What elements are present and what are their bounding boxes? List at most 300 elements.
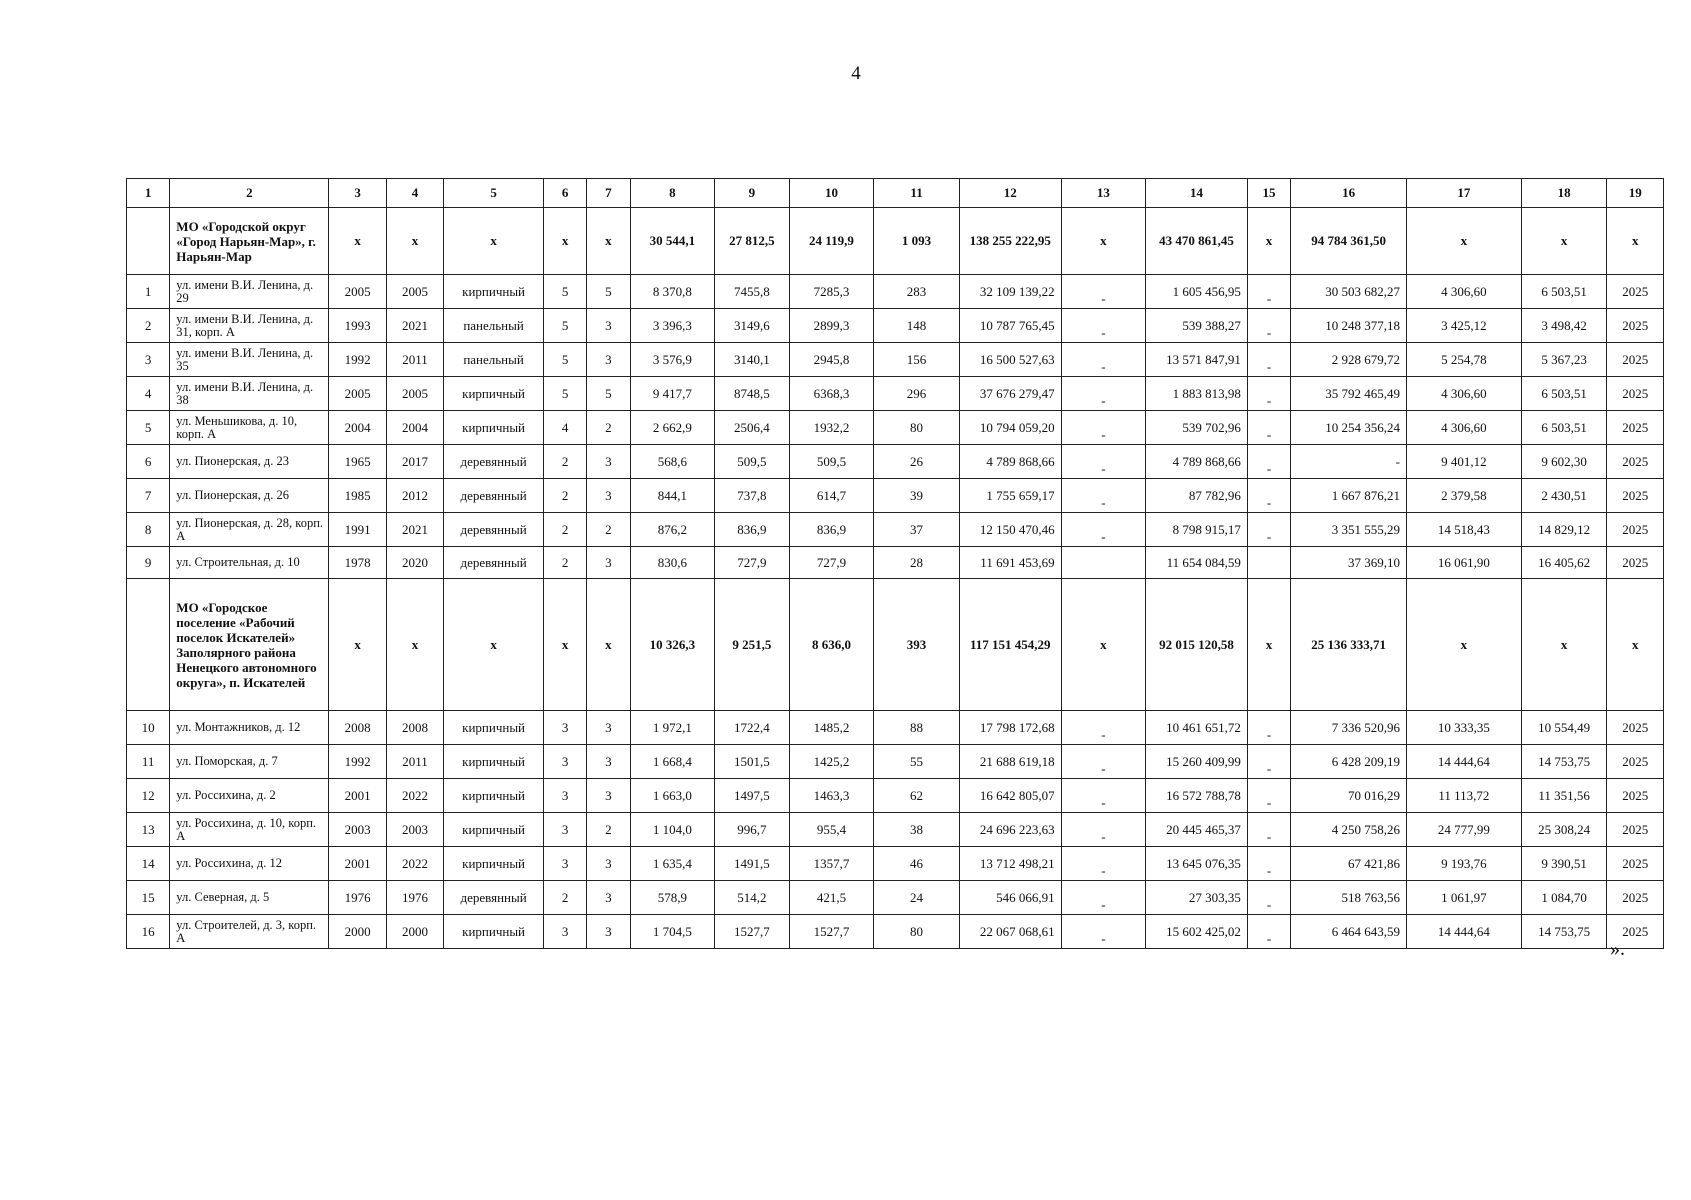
column-number: 19: [1607, 179, 1664, 208]
table-cell: 2: [543, 547, 586, 579]
table-cell: 62: [874, 779, 960, 813]
table-cell: 539 702,96: [1146, 411, 1248, 445]
table-cell: -: [1247, 479, 1290, 513]
table-cell: 2506,4: [715, 411, 790, 445]
table-cell: -: [1247, 411, 1290, 445]
table-cell: 4 250 758,26: [1291, 813, 1407, 847]
table-cell: 1991: [329, 513, 386, 547]
table-cell: -: [1247, 915, 1290, 949]
table-cell: 2000: [386, 915, 443, 949]
table-cell: х: [444, 208, 544, 275]
table-cell: 2 430,51: [1521, 479, 1607, 513]
table-row: [127, 309, 1664, 343]
table-cell: 3 396,3: [630, 309, 715, 343]
table-cell: кирпичный: [444, 813, 544, 847]
table-cell: х: [543, 208, 586, 275]
table-cell: х: [1061, 579, 1146, 711]
table-cell: -: [1061, 847, 1146, 881]
table-cell: х: [386, 579, 443, 711]
table-cell: 1992: [329, 343, 386, 377]
column-number: 1: [127, 179, 170, 208]
table-cell: [127, 579, 170, 711]
table-cell: 2025: [1607, 847, 1664, 881]
table-cell: 3: [543, 779, 586, 813]
table-cell: 830,6: [630, 547, 715, 579]
table-cell: х: [1247, 208, 1290, 275]
table-cell: 13 571 847,91: [1146, 343, 1248, 377]
column-number: 5: [444, 179, 544, 208]
table-cell: 5: [127, 411, 170, 445]
table-cell: 6 503,51: [1521, 411, 1607, 445]
table-cell: 1 704,5: [630, 915, 715, 949]
table-cell: 1491,5: [715, 847, 790, 881]
table-cell: 2022: [386, 847, 443, 881]
table-cell: 16: [127, 915, 170, 949]
column-number: 10: [789, 179, 874, 208]
housing-register-table: [126, 178, 1664, 949]
table-cell: 14 444,64: [1407, 745, 1522, 779]
table-cell: 9 251,5: [715, 579, 790, 711]
table-cell: 14: [127, 847, 170, 881]
table-cell: 11 654 084,59: [1146, 547, 1248, 579]
table-cell: деревянный: [444, 479, 544, 513]
table-cell: -: [1061, 275, 1146, 309]
table-cell: 26: [874, 445, 960, 479]
column-number: 17: [1407, 179, 1522, 208]
table-cell: кирпичный: [444, 745, 544, 779]
table-cell: кирпичный: [444, 377, 544, 411]
table-cell: 13 712 498,21: [959, 847, 1061, 881]
table-cell: 5: [543, 309, 586, 343]
table-cell: 2 379,58: [1407, 479, 1522, 513]
column-number: 8: [630, 179, 715, 208]
table-cell: 3 576,9: [630, 343, 715, 377]
table-cell: 5: [543, 343, 586, 377]
table-cell: 2025: [1607, 411, 1664, 445]
table-cell: -: [1291, 445, 1407, 479]
address-cell: ул. Россихина, д. 12: [170, 847, 329, 881]
table-cell: -: [1247, 445, 1290, 479]
column-number: 14: [1146, 179, 1248, 208]
table-cell: х: [444, 579, 544, 711]
table-cell: 3: [587, 779, 630, 813]
table-cell: х: [329, 208, 386, 275]
table-cell: 10 254 356,24: [1291, 411, 1407, 445]
table-cell: 13: [127, 813, 170, 847]
municipality-row: [127, 208, 1664, 275]
column-number-row: [127, 179, 1664, 208]
table-cell: 2025: [1607, 711, 1664, 745]
table-cell: 2021: [386, 309, 443, 343]
table-cell: 39: [874, 479, 960, 513]
table-cell: 35 792 465,49: [1291, 377, 1407, 411]
table-cell: -: [1247, 813, 1290, 847]
table-cell: 2025: [1607, 813, 1664, 847]
table-cell: 10 248 377,18: [1291, 309, 1407, 343]
column-number: 11: [874, 179, 960, 208]
table-cell: 578,9: [630, 881, 715, 915]
table-cell: 296: [874, 377, 960, 411]
table-cell: 3: [543, 711, 586, 745]
column-number: 9: [715, 179, 790, 208]
table-cell: 8 370,8: [630, 275, 715, 309]
table-cell: 8 636,0: [789, 579, 874, 711]
table-cell: 9 401,12: [1407, 445, 1522, 479]
table-row: [127, 343, 1664, 377]
table-cell: 3: [587, 309, 630, 343]
table-cell: 3149,6: [715, 309, 790, 343]
table-cell: 24 777,99: [1407, 813, 1522, 847]
table-cell: 32 109 139,22: [959, 275, 1061, 309]
table-cell: 2025: [1607, 377, 1664, 411]
table-cell: 4: [543, 411, 586, 445]
table-cell: 2003: [386, 813, 443, 847]
table-cell: х: [543, 579, 586, 711]
table-cell: 38: [874, 813, 960, 847]
table-cell: 1 883 813,98: [1146, 377, 1248, 411]
table-cell: 13 645 076,35: [1146, 847, 1248, 881]
table-cell: 2: [587, 513, 630, 547]
table-cell: 1 104,0: [630, 813, 715, 847]
address-cell: ул. Россихина, д. 2: [170, 779, 329, 813]
table-cell: 2005: [386, 377, 443, 411]
table-cell: 4 789 868,66: [1146, 445, 1248, 479]
table-cell: [1247, 547, 1290, 579]
table-cell: 88: [874, 711, 960, 745]
table-cell: 37 369,10: [1291, 547, 1407, 579]
column-number: 2: [170, 179, 329, 208]
table-cell: 2020: [386, 547, 443, 579]
table-cell: 138 255 222,95: [959, 208, 1061, 275]
table-cell: 5: [543, 275, 586, 309]
address-cell: ул. Россихина, д. 10, корп. А: [170, 813, 329, 847]
table-cell: 2 662,9: [630, 411, 715, 445]
table-cell: 3: [587, 915, 630, 949]
table-cell: 1 061,97: [1407, 881, 1522, 915]
table-cell: 10 787 765,45: [959, 309, 1061, 343]
table-cell: 6368,3: [789, 377, 874, 411]
table-cell: 1978: [329, 547, 386, 579]
table-cell: панельный: [444, 309, 544, 343]
table-cell: 2025: [1607, 779, 1664, 813]
table-cell: 3 351 555,29: [1291, 513, 1407, 547]
table-cell: 1 755 659,17: [959, 479, 1061, 513]
table-cell: 46: [874, 847, 960, 881]
table-cell: 3: [127, 343, 170, 377]
table-cell: 16 061,90: [1407, 547, 1522, 579]
table-cell: 14 444,64: [1407, 915, 1522, 949]
table-cell: 2: [543, 479, 586, 513]
table-cell: 70 016,29: [1291, 779, 1407, 813]
column-number: 12: [959, 179, 1061, 208]
table-cell: 2025: [1607, 309, 1664, 343]
table-cell: 6 428 209,19: [1291, 745, 1407, 779]
table-cell: -: [1247, 847, 1290, 881]
table-cell: -: [1061, 309, 1146, 343]
column-number: 13: [1061, 179, 1146, 208]
address-cell: ул. Северная, д. 5: [170, 881, 329, 915]
table-cell: 7 336 520,96: [1291, 711, 1407, 745]
table-cell: 1 635,4: [630, 847, 715, 881]
table-cell: кирпичный: [444, 847, 544, 881]
address-cell: ул. имени В.И. Ленина, д. 29: [170, 275, 329, 309]
table-cell: 7285,3: [789, 275, 874, 309]
table-cell: 4 789 868,66: [959, 445, 1061, 479]
table-cell: 9 602,30: [1521, 445, 1607, 479]
table-cell: 25 308,24: [1521, 813, 1607, 847]
table-cell: 518 763,56: [1291, 881, 1407, 915]
table-cell: 876,2: [630, 513, 715, 547]
table-cell: х: [329, 579, 386, 711]
table-row: [127, 479, 1664, 513]
table-cell: 9 417,7: [630, 377, 715, 411]
table-cell: 2: [543, 445, 586, 479]
table-cell: 4 306,60: [1407, 275, 1522, 309]
table-cell: 94 784 361,50: [1291, 208, 1407, 275]
table-cell: 2001: [329, 779, 386, 813]
table-cell: 836,9: [789, 513, 874, 547]
table-cell: 92 015 120,58: [1146, 579, 1248, 711]
table-cell: 87 782,96: [1146, 479, 1248, 513]
table-cell: 6: [127, 445, 170, 479]
table-cell: 2: [543, 513, 586, 547]
table-cell: деревянный: [444, 881, 544, 915]
table-cell: 996,7: [715, 813, 790, 847]
address-cell: ул. Строительная, д. 10: [170, 547, 329, 579]
column-number: 4: [386, 179, 443, 208]
table-cell: 2025: [1607, 343, 1664, 377]
table-cell: 27 812,5: [715, 208, 790, 275]
table-cell: 2945,8: [789, 343, 874, 377]
table-row: [127, 847, 1664, 881]
table-cell: [1061, 547, 1146, 579]
table-cell: 1527,7: [715, 915, 790, 949]
table-cell: 1 084,70: [1521, 881, 1607, 915]
table-cell: 8: [127, 513, 170, 547]
table-cell: -: [1061, 881, 1146, 915]
table-cell: -: [1061, 377, 1146, 411]
table-cell: 3 498,42: [1521, 309, 1607, 343]
municipality-name: МО «Городское поселение «Рабочий поселок Искателей» Заполярного района Ненецкого автономного округа», п. Искателей: [170, 579, 329, 711]
table-cell: 1 668,4: [630, 745, 715, 779]
table-cell: 17 798 172,68: [959, 711, 1061, 745]
table-cell: 22 067 068,61: [959, 915, 1061, 949]
address-cell: ул. имени В.И. Ленина, д. 35: [170, 343, 329, 377]
table-cell: 15: [127, 881, 170, 915]
table-cell: 14 753,75: [1521, 745, 1607, 779]
table-cell: 1992: [329, 745, 386, 779]
table-row: [127, 547, 1664, 579]
table-cell: 1: [127, 275, 170, 309]
table-cell: 27 303,35: [1146, 881, 1248, 915]
table-cell: -: [1247, 881, 1290, 915]
table-row: [127, 411, 1664, 445]
table-cell: 5: [543, 377, 586, 411]
table-cell: 2017: [386, 445, 443, 479]
table-row: [127, 813, 1664, 847]
table-cell: 3: [587, 479, 630, 513]
table-cell: 15 602 425,02: [1146, 915, 1248, 949]
table-cell: 117 151 454,29: [959, 579, 1061, 711]
table-cell: 836,9: [715, 513, 790, 547]
table-cell: 8 798 915,17: [1146, 513, 1248, 547]
table-cell: 509,5: [715, 445, 790, 479]
table-cell: -: [1247, 513, 1290, 547]
table-cell: кирпичный: [444, 411, 544, 445]
table-cell: 20 445 465,37: [1146, 813, 1248, 847]
table-cell: 15 260 409,99: [1146, 745, 1248, 779]
table-cell: 1 663,0: [630, 779, 715, 813]
table-cell: 67 421,86: [1291, 847, 1407, 881]
table-cell: 1497,5: [715, 779, 790, 813]
table-cell: 2011: [386, 745, 443, 779]
table-cell: 9 390,51: [1521, 847, 1607, 881]
table-cell: 156: [874, 343, 960, 377]
table-cell: -: [1247, 745, 1290, 779]
table-cell: 393: [874, 579, 960, 711]
table-row: [127, 745, 1664, 779]
table-cell: 11: [127, 745, 170, 779]
table-cell: 844,1: [630, 479, 715, 513]
table-cell: 11 351,56: [1521, 779, 1607, 813]
table-cell: -: [1061, 445, 1146, 479]
table-cell: 2025: [1607, 745, 1664, 779]
table-cell: 3140,1: [715, 343, 790, 377]
address-cell: ул. Пионерская, д. 28, корп. А: [170, 513, 329, 547]
table-cell: 14 518,43: [1407, 513, 1522, 547]
table-row: [127, 377, 1664, 411]
column-number: 16: [1291, 179, 1407, 208]
table-cell: 2899,3: [789, 309, 874, 343]
table-cell: 10 461 651,72: [1146, 711, 1248, 745]
table-cell: -: [1247, 343, 1290, 377]
table-cell: 3: [587, 847, 630, 881]
table-cell: 24 119,9: [789, 208, 874, 275]
table-cell: 1965: [329, 445, 386, 479]
table-cell: -: [1061, 915, 1146, 949]
table-cell: 10 794 059,20: [959, 411, 1061, 445]
address-cell: ул. Монтажников, д. 12: [170, 711, 329, 745]
table-cell: х: [386, 208, 443, 275]
table-cell: 3: [543, 847, 586, 881]
table-cell: 37 676 279,47: [959, 377, 1061, 411]
table-cell: -: [1061, 813, 1146, 847]
address-cell: ул. имени В.И. Ленина, д. 31, корп. А: [170, 309, 329, 343]
table-cell: 2004: [386, 411, 443, 445]
table-cell: 3: [587, 711, 630, 745]
table-cell: -: [1061, 711, 1146, 745]
table-cell: -: [1061, 411, 1146, 445]
table-cell: панельный: [444, 343, 544, 377]
table-cell: 1527,7: [789, 915, 874, 949]
table-cell: х: [1407, 579, 1522, 711]
table-cell: 3: [543, 813, 586, 847]
table-cell: 2005: [329, 377, 386, 411]
table-cell: 1 093: [874, 208, 960, 275]
table-cell: -: [1061, 513, 1146, 547]
table-cell: 3: [587, 547, 630, 579]
table-cell: 6 503,51: [1521, 275, 1607, 309]
table-cell: 16 500 527,63: [959, 343, 1061, 377]
table-cell: 10 326,3: [630, 579, 715, 711]
table-cell: х: [587, 579, 630, 711]
table-cell: х: [1247, 579, 1290, 711]
table-cell: 11 691 453,69: [959, 547, 1061, 579]
table-cell: 5 367,23: [1521, 343, 1607, 377]
table-cell: 2008: [386, 711, 443, 745]
table-cell: х: [1407, 208, 1522, 275]
table-cell: 9 193,76: [1407, 847, 1522, 881]
table-cell: 7: [127, 479, 170, 513]
table-cell: 16 642 805,07: [959, 779, 1061, 813]
table-cell: х: [1521, 208, 1607, 275]
table-cell: 2011: [386, 343, 443, 377]
table-cell: 1976: [329, 881, 386, 915]
table-row: [127, 513, 1664, 547]
table-cell: 14 753,75: [1521, 915, 1607, 949]
table-cell: 2005: [329, 275, 386, 309]
table-cell: 2005: [386, 275, 443, 309]
table-cell: 55: [874, 745, 960, 779]
table-cell: 727,9: [789, 547, 874, 579]
table-cell: 6 464 643,59: [1291, 915, 1407, 949]
table-cell: 10 554,49: [1521, 711, 1607, 745]
table-cell: -: [1061, 343, 1146, 377]
table-cell: 2025: [1607, 275, 1664, 309]
table-row: [127, 779, 1664, 813]
table-cell: 9: [127, 547, 170, 579]
table-cell: 11 113,72: [1407, 779, 1522, 813]
table-cell: 30 503 682,27: [1291, 275, 1407, 309]
table-cell: -: [1247, 309, 1290, 343]
column-number: 7: [587, 179, 630, 208]
table-cell: [127, 208, 170, 275]
table-cell: 4: [127, 377, 170, 411]
table-cell: 2025: [1607, 513, 1664, 547]
table-cell: -: [1247, 711, 1290, 745]
table-cell: -: [1247, 377, 1290, 411]
table-cell: 5 254,78: [1407, 343, 1522, 377]
table-cell: 14 829,12: [1521, 513, 1607, 547]
table-cell: 1993: [329, 309, 386, 343]
table-cell: 24 696 223,63: [959, 813, 1061, 847]
table-cell: 1 605 456,95: [1146, 275, 1248, 309]
table-cell: 2025: [1607, 881, 1664, 915]
column-number: 6: [543, 179, 586, 208]
table-cell: 1 972,1: [630, 711, 715, 745]
address-cell: ул. Пионерская, д. 26: [170, 479, 329, 513]
table-cell: 2025: [1607, 915, 1664, 949]
table-cell: 2021: [386, 513, 443, 547]
table-cell: -: [1061, 779, 1146, 813]
table-cell: 16 572 788,78: [1146, 779, 1248, 813]
table-cell: 2008: [329, 711, 386, 745]
table-cell: 1357,7: [789, 847, 874, 881]
table-cell: 5: [587, 275, 630, 309]
table-cell: 1932,2: [789, 411, 874, 445]
table-cell: 2025: [1607, 547, 1664, 579]
table-row: [127, 445, 1664, 479]
table-cell: 12: [127, 779, 170, 813]
table-cell: деревянный: [444, 547, 544, 579]
table-cell: 8748,5: [715, 377, 790, 411]
table-cell: 4 306,60: [1407, 377, 1522, 411]
table-cell: 3: [543, 915, 586, 949]
table-cell: 16 405,62: [1521, 547, 1607, 579]
table-cell: 3: [587, 343, 630, 377]
table-cell: 955,4: [789, 813, 874, 847]
table-cell: 37: [874, 513, 960, 547]
